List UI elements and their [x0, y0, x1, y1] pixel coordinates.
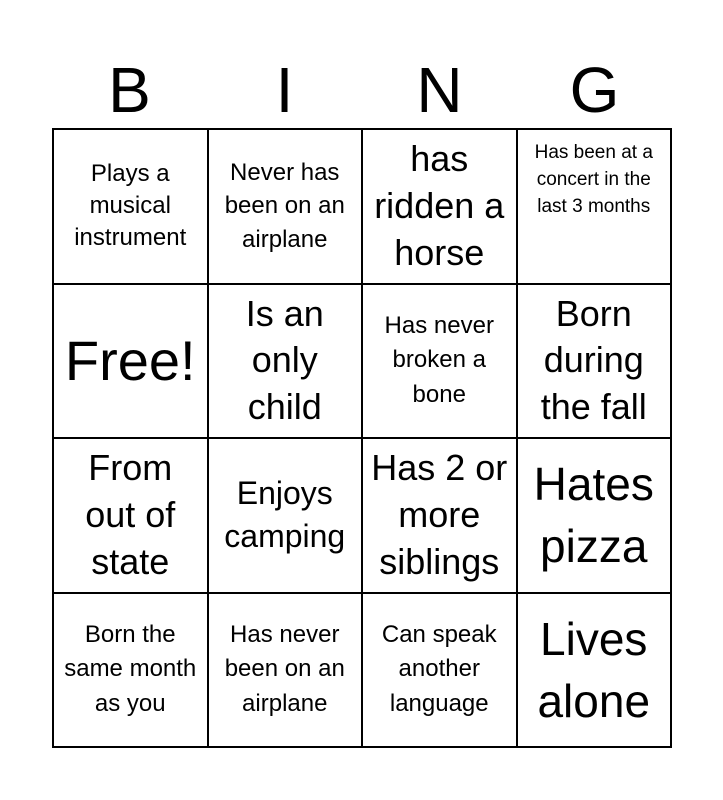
bingo-cell-text: Has been at a concert in the last 3 months — [534, 142, 653, 217]
bingo-cell-r1c2[interactable] — [208, 129, 363, 284]
bingo-cell-r3c1[interactable] — [53, 438, 208, 593]
bingo-cell-r2c4[interactable] — [517, 284, 672, 439]
bingo-cell-r4c4[interactable] — [517, 593, 672, 748]
bingo-cell-text: Is an only child — [245, 292, 324, 428]
bingo-cell-r4c3[interactable] — [362, 593, 517, 748]
bingo-cell-r2c3[interactable] — [362, 284, 517, 439]
header-letter-n: N — [416, 54, 463, 126]
bingo-cell-text: Has 2 or more siblings — [371, 447, 508, 582]
bingo-cell-free[interactable] — [53, 284, 208, 439]
bingo-cell-text: Free! — [64, 329, 196, 393]
bingo-cell-r2c2[interactable] — [208, 284, 363, 439]
bingo-cell-text: has ridden a horse — [374, 138, 505, 273]
bingo-cell-text: Plays a musical instrument — [74, 159, 187, 252]
header-letter-b: B — [108, 54, 151, 126]
bingo-cell-r1c1[interactable] — [53, 129, 208, 284]
bingo-cell-text: Born the same month as you — [64, 620, 197, 718]
bingo-cell-r1c4[interactable] — [517, 129, 672, 284]
bingo-cell-text: Has never been on an airplane — [224, 620, 345, 718]
bingo-board — [52, 128, 672, 748]
bingo-cell-text: Has never broken a bone — [384, 311, 494, 409]
bingo-cell-r4c1[interactable] — [53, 593, 208, 748]
bingo-cell-r3c4[interactable] — [517, 438, 672, 593]
bingo-cell-r3c3[interactable] — [362, 438, 517, 593]
header-letter-g: G — [569, 54, 620, 126]
bingo-cell-text: Born during the fall — [540, 292, 647, 428]
bingo-cell-text: Enjoys camping — [224, 475, 346, 555]
bingo-cell-r4c2[interactable] — [208, 593, 363, 748]
bingo-header — [52, 52, 672, 128]
bingo-cell-r1c3[interactable] — [362, 129, 517, 284]
bingo-cell-text: From out of state — [85, 447, 176, 582]
bingo-cell-r3c2[interactable] — [208, 438, 363, 593]
bingo-cell-text: Can speak another language — [381, 620, 497, 718]
bingo-cell-text: Never has been on an airplane — [224, 158, 345, 254]
header-letter-i: I — [275, 54, 294, 126]
bingo-cell-text: Lives alone — [537, 612, 651, 727]
bingo-cell-text: Hates pizza — [533, 458, 654, 573]
